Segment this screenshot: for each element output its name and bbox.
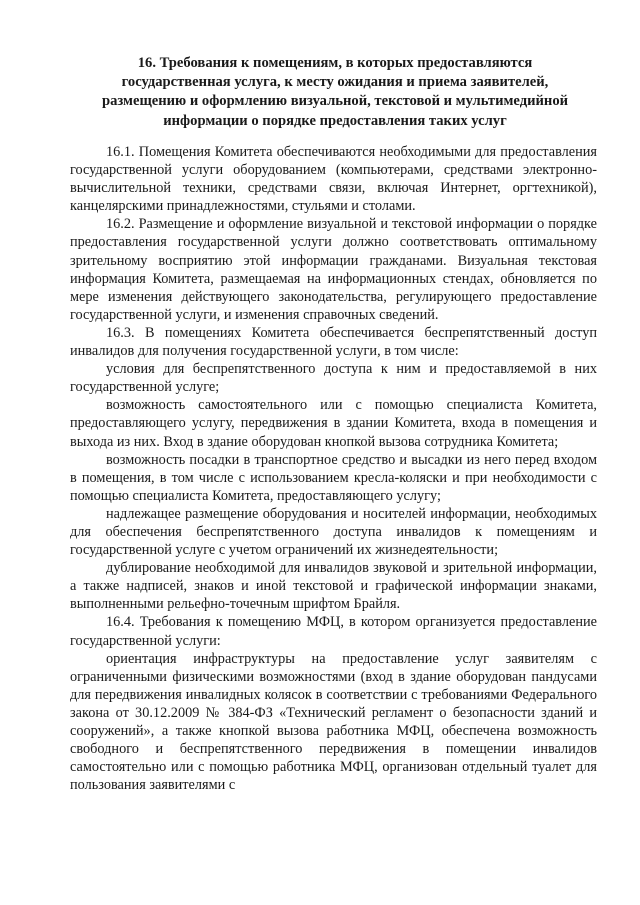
paragraph-16-1: 16.1. Помещения Комитета обеспечиваются необходимыми для предоставления государственной услуги оборудованием (компьютерами, средствами электронно-вычислительной техники, средствами связи, включая Интернет, оргтехникой), канцелярскими принадлежностями, стульями и столами. (70, 144, 597, 215)
list-item: условия для беспрепятственного доступа к ним и предоставляемой в них государственной услуге; (70, 361, 597, 396)
heading-line: 16. Требования к помещениям, в которых предоставляются (137, 55, 533, 71)
list-item: возможность самостоятельного или с помощью специалиста Комитета, предоставляющего услугу, передвижения в здании Комитета, входа в помещения и выхода из них. Вход в здание оборудован кнопкой вызова сотрудника Комитета; (70, 397, 597, 450)
list-item: надлежащее размещение оборудования и носителей информации, необходимых для обеспечения беспрепятственного доступа инвалидов к помещениям и государственной услуге с учетом ограничений их жизнедеятельности; (70, 505, 597, 559)
paragraph-16-3: 16.3. В помещениях Комитета обеспечивается беспрепятственный доступ инвалидов для получения государственной услуги, в том числе: (70, 324, 597, 360)
paragraph-16-2: 16.2. Размещение и оформление визуальной и текстовой информации о порядке предоставления государственной услуги должно соответствовать оптимальному зрительному восприятию этой информации гражданами. Визуальная текстовая информация Комитета, размещаемая на информационных стендах, обновляется по мере изменения действующего законодательства, регулирующего предоставление государственной услуги, и изменения справочных сведений. (70, 216, 597, 323)
heading-line: информации о порядке предоставления таких услуг (163, 112, 507, 129)
document-body (70, 143, 597, 794)
list-item: возможность посадки в транспортное средство и высадки из него перед входом в помещения, в том числе с использованием кресла-коляски и при необходимости с помощью специалиста Комитета, предоставляющего услугу; (70, 451, 597, 504)
heading-line: государственная услуга, к месту ожидания и приема заявителей, (121, 74, 549, 91)
list-item: ориентация инфраструктуры на предоставление услуг заявителям с ограниченными физическими возможностями (вход в здание оборудован пандусами для передвижения инвалидных колясок в соответствии с требованиями Федерального закона от 30.12.2009 № 384-ФЗ «Технический регламент о безопасности зданий и сооружений», а также кнопкой вызова работника МФЦ, обеспечена возможность свободного и беспрепятственного передвижения в помещении инвалидов самостоятельно или с помощью работника МФЦ, организован отдельный туалет для пользования заявителями с (70, 650, 597, 794)
paragraph-16-4: 16.4. Требования к помещению МФЦ, в котором организуется предоставление государственной услуги: (70, 614, 597, 649)
list-item: дублирование необходимой для инвалидов звуковой и зрительной информации, а также надписей, знаков и иной текстовой и графической информации знаками, выполненными рельефно-точечным шрифтом Брайля. (70, 560, 597, 613)
section-heading (70, 54, 600, 131)
heading-line: размещению и оформлению визуальной, текстовой и мультимедийной (101, 93, 569, 110)
